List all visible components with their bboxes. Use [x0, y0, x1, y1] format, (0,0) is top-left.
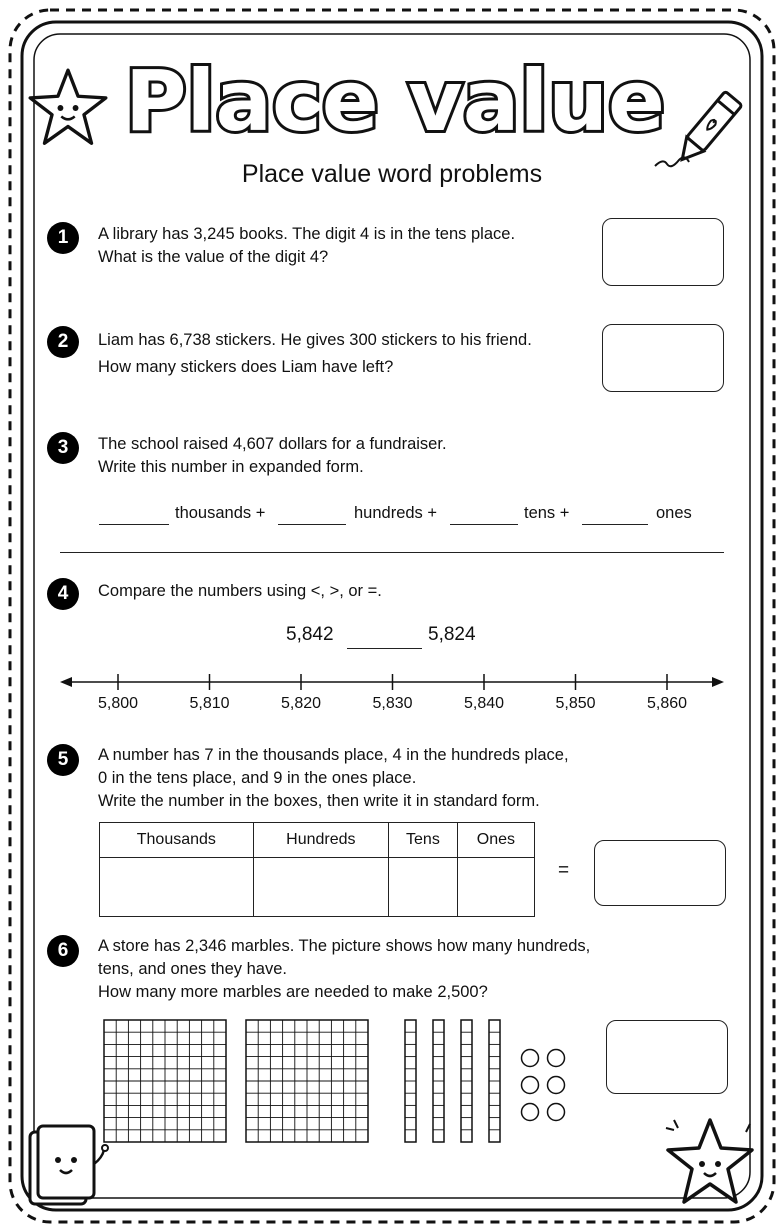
question-3-text: [98, 433, 447, 479]
tens-rod: [461, 1020, 472, 1142]
ones-unit: [522, 1050, 539, 1067]
question-number-3: 3: [47, 432, 79, 464]
cell-tens[interactable]: [389, 858, 458, 917]
number-line-tick-label: 5,810: [189, 695, 230, 712]
ones-unit: [522, 1077, 539, 1094]
question-6-line-3: How many more marbles are needed to make 2,500?: [98, 983, 488, 1001]
number-line-tick-label: 5,800: [97, 695, 139, 712]
tens-rod: [489, 1020, 500, 1142]
question-number-1: 1: [47, 222, 79, 254]
question-number-5: 5: [47, 744, 79, 776]
question-5-line-3: Write the number in the boxes, then write it in standard form.: [98, 792, 540, 810]
label-tens: tens +: [524, 504, 570, 522]
answer-box-6[interactable]: [606, 1020, 728, 1094]
number-line: [60, 668, 724, 692]
question-number-6: 6: [47, 935, 79, 967]
expanded-blank-hundreds[interactable]: [278, 524, 346, 525]
answer-box-1[interactable]: [602, 218, 724, 286]
answer-box-5[interactable]: [594, 840, 726, 906]
number-line-tick-label: 5,820: [280, 695, 322, 712]
header-ones: Ones: [457, 823, 534, 858]
header-tens: Tens: [389, 823, 458, 858]
answer-box-2[interactable]: [602, 324, 724, 392]
place-value-table: [99, 822, 535, 917]
cell-hundreds[interactable]: [253, 858, 388, 917]
equals-sign: =: [558, 860, 570, 881]
compare-left-number: 5,842: [286, 624, 334, 645]
question-4-line-1: Compare the numbers using <, >, or =.: [98, 582, 382, 600]
question-1-text: [98, 223, 515, 269]
number-line-tick-label: 5,840: [463, 695, 505, 712]
ones-unit: [548, 1050, 565, 1067]
tens-rod: [405, 1020, 416, 1142]
base-ten-blocks: [100, 1018, 570, 1144]
compare-blank[interactable]: [347, 648, 422, 649]
expanded-blank-thousands[interactable]: [99, 524, 169, 525]
expanded-blank-tens[interactable]: [450, 524, 518, 525]
question-2-line-2: How many stickers does Liam have left?: [98, 358, 394, 376]
question-5-text: [98, 744, 569, 813]
banner-title-text: Place value: [124, 52, 666, 150]
book-mascot-icon: [22, 1120, 112, 1212]
hundreds-block: [104, 1020, 226, 1142]
number-line-right-arrow: [712, 677, 724, 687]
question-1-line-1: A library has 3,245 books. The digit 4 is in the tens place.: [98, 225, 516, 243]
star-mascot-icon: [26, 66, 110, 150]
tens-rod: [433, 1020, 444, 1142]
banner-title: [110, 40, 680, 160]
expanded-blank-ones[interactable]: [582, 524, 648, 525]
section-divider: [60, 552, 724, 553]
question-2-line-1: Liam has 6,738 stickers. He gives 300 stickers to his friend.: [98, 331, 532, 349]
cell-ones[interactable]: [457, 858, 534, 917]
label-thousands: thousands +: [175, 504, 266, 522]
star-mascot-bottom-icon: [660, 1114, 760, 1210]
question-5-line-2: 0 in the tens place, and 9 in the ones place.: [98, 769, 417, 787]
cell-thousands[interactable]: [100, 858, 254, 917]
question-6-text: [98, 935, 590, 1004]
question-number-4: 4: [47, 578, 79, 610]
number-line-tick-label: 5,830: [372, 695, 413, 712]
question-6-line-2: tens, and ones they have.: [98, 960, 287, 978]
question-6-line-1: A store has 2,346 marbles. The picture shows how many hundreds,: [98, 937, 591, 955]
question-3-line-1: The school raised 4,607 dollars for a fundraiser.: [98, 435, 447, 453]
header-thousands: Thousands: [100, 823, 254, 858]
question-3-line-2: Write this number in expanded form.: [98, 458, 364, 476]
label-hundreds: hundreds +: [354, 504, 438, 522]
ones-unit: [548, 1104, 565, 1121]
question-2-text: [98, 327, 532, 381]
number-line-tick-label: 5,860: [646, 695, 688, 712]
question-number-2: 2: [47, 326, 79, 358]
ones-unit: [522, 1104, 539, 1121]
number-line-tick-label: 5,850: [555, 695, 596, 712]
label-ones: ones: [656, 504, 692, 522]
question-5-line-1: A number has 7 in the thousands place, 4 in the hundreds place,: [98, 746, 569, 764]
compare-right-number: 5,824: [428, 624, 476, 645]
hundreds-block: [246, 1020, 368, 1142]
question-1-line-2: What is the value of the digit 4?: [98, 248, 329, 266]
worksheet-subtitle: Place value word problems: [241, 160, 543, 188]
number-line-left-arrow: [60, 677, 72, 687]
ones-unit: [548, 1077, 565, 1094]
header-hundreds: Hundreds: [253, 823, 388, 858]
